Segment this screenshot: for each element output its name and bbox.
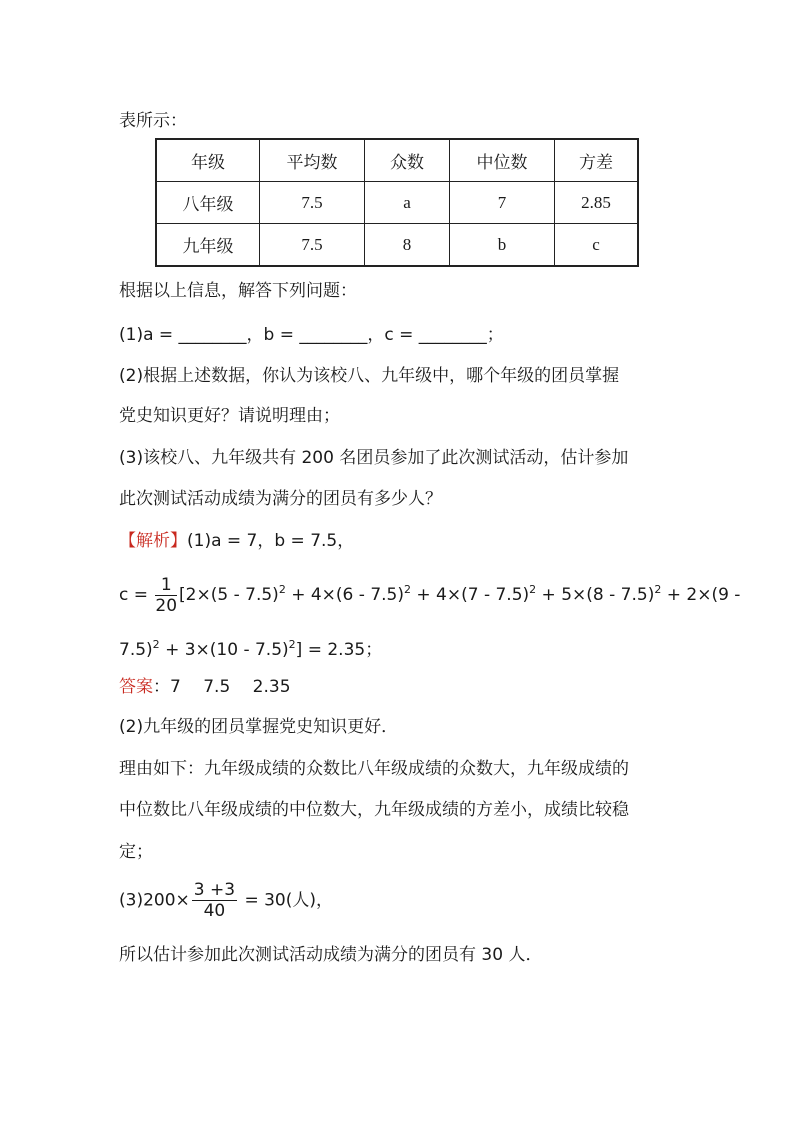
table-cell: 7.5 [260,182,365,224]
solution-2-line-1: (2)九年级的团员掌握党史知识更好． [119,717,399,737]
table-cell: b [450,224,555,267]
table-header-cell: 方差 [555,139,639,182]
fraction [155,575,177,616]
solution-3-formula [119,880,333,921]
exponent: 2 [278,583,286,596]
solution-2-line-3: 中位数比八年级成绩的中位数大，九年级成绩的方差小，成绩比较稳 [119,800,629,820]
answer-tag: 答案 [119,677,153,697]
task-intro: 根据以上信息，解答下列问题： [119,281,357,301]
formula-text: + 2×(9 - [661,585,741,605]
formula-text: + 5×(8 - 7.5) [536,585,655,605]
table-row [156,182,638,224]
solution-2-line-2: 理由如下：九年级成绩的众数比八年级成绩的众数大，九年级成绩的 [119,759,629,779]
table-cell: c [555,224,639,267]
fraction-numerator: 3 +3 [193,880,236,900]
exponent: 2 [654,583,662,596]
question-3-line-1: (3)该校八、九年级共有 200 名团员参加了此次测试活动，估计参加 [119,448,629,468]
fraction-denominator: 40 [203,901,226,921]
table-header-cell: 平均数 [260,139,365,182]
table-header-row [156,139,638,182]
formula-text: c = [119,585,154,605]
solution-3-conclusion: 所以估计参加此次测试活动成绩为满分的团员有 30 人． [119,945,543,965]
exponent: 2 [529,583,537,596]
formula-text: ] = 2.35； [295,640,383,660]
solution-c-formula-line-1 [119,570,740,616]
table-row [156,224,638,267]
formula-text: (3)200× [119,890,190,911]
answer-line [119,676,291,698]
table-cell: 八年级 [156,182,260,224]
solution-part-1 [119,530,354,552]
table-cell: 九年级 [156,224,260,267]
exponent: 2 [288,638,296,651]
question-2-line-1: (2)根据上述数据，你认为该校八、九年级中，哪个年级的团员掌握 [119,366,620,386]
formula-text: + 4×(6 - 7.5) [285,585,404,605]
question-3-line-2: 此次测试活动成绩为满分的团员有多少人？ [119,489,442,509]
question-1: (1)a = ________，b = ________，c = ________； [119,325,504,345]
formula-text: [2×(5 - 7.5) [179,585,279,605]
formula-text: 7.5) [119,640,153,660]
question-2-line-2: 党史知识更好？请说明理由； [119,406,340,426]
solution-1-ab: (1)a = 7，b = 7.5， [187,531,355,551]
table-header-cell: 众数 [365,139,450,182]
table-cell: 7 [450,182,555,224]
exponent: 2 [403,583,411,596]
table-cell: 2.85 [555,182,639,224]
solution-c-formula-line-2 [119,634,382,661]
exponent: 2 [152,638,160,651]
formula-text: + 4×(7 - 7.5) [410,585,530,605]
table-cell: 8 [365,224,450,267]
formula-text: = 30(人)， [239,890,334,911]
table-cell: 7.5 [260,224,365,267]
statistics-table [155,138,639,267]
formula-text: + 3×(10 - 7.5) [159,640,289,660]
fraction [192,880,237,921]
fraction-denominator: 20 [155,595,178,616]
table-cell: a [365,182,450,224]
intro-text: 表所示： [119,111,187,131]
answer-text: ：7 7.5 2.35 [153,677,291,697]
table-header-cell: 中位数 [450,139,555,182]
solution-tag: 【解析】 [119,531,187,551]
solution-2-line-4: 定； [119,842,153,862]
table-header-cell: 年级 [156,139,260,182]
fraction-numerator: 1 [155,575,177,596]
